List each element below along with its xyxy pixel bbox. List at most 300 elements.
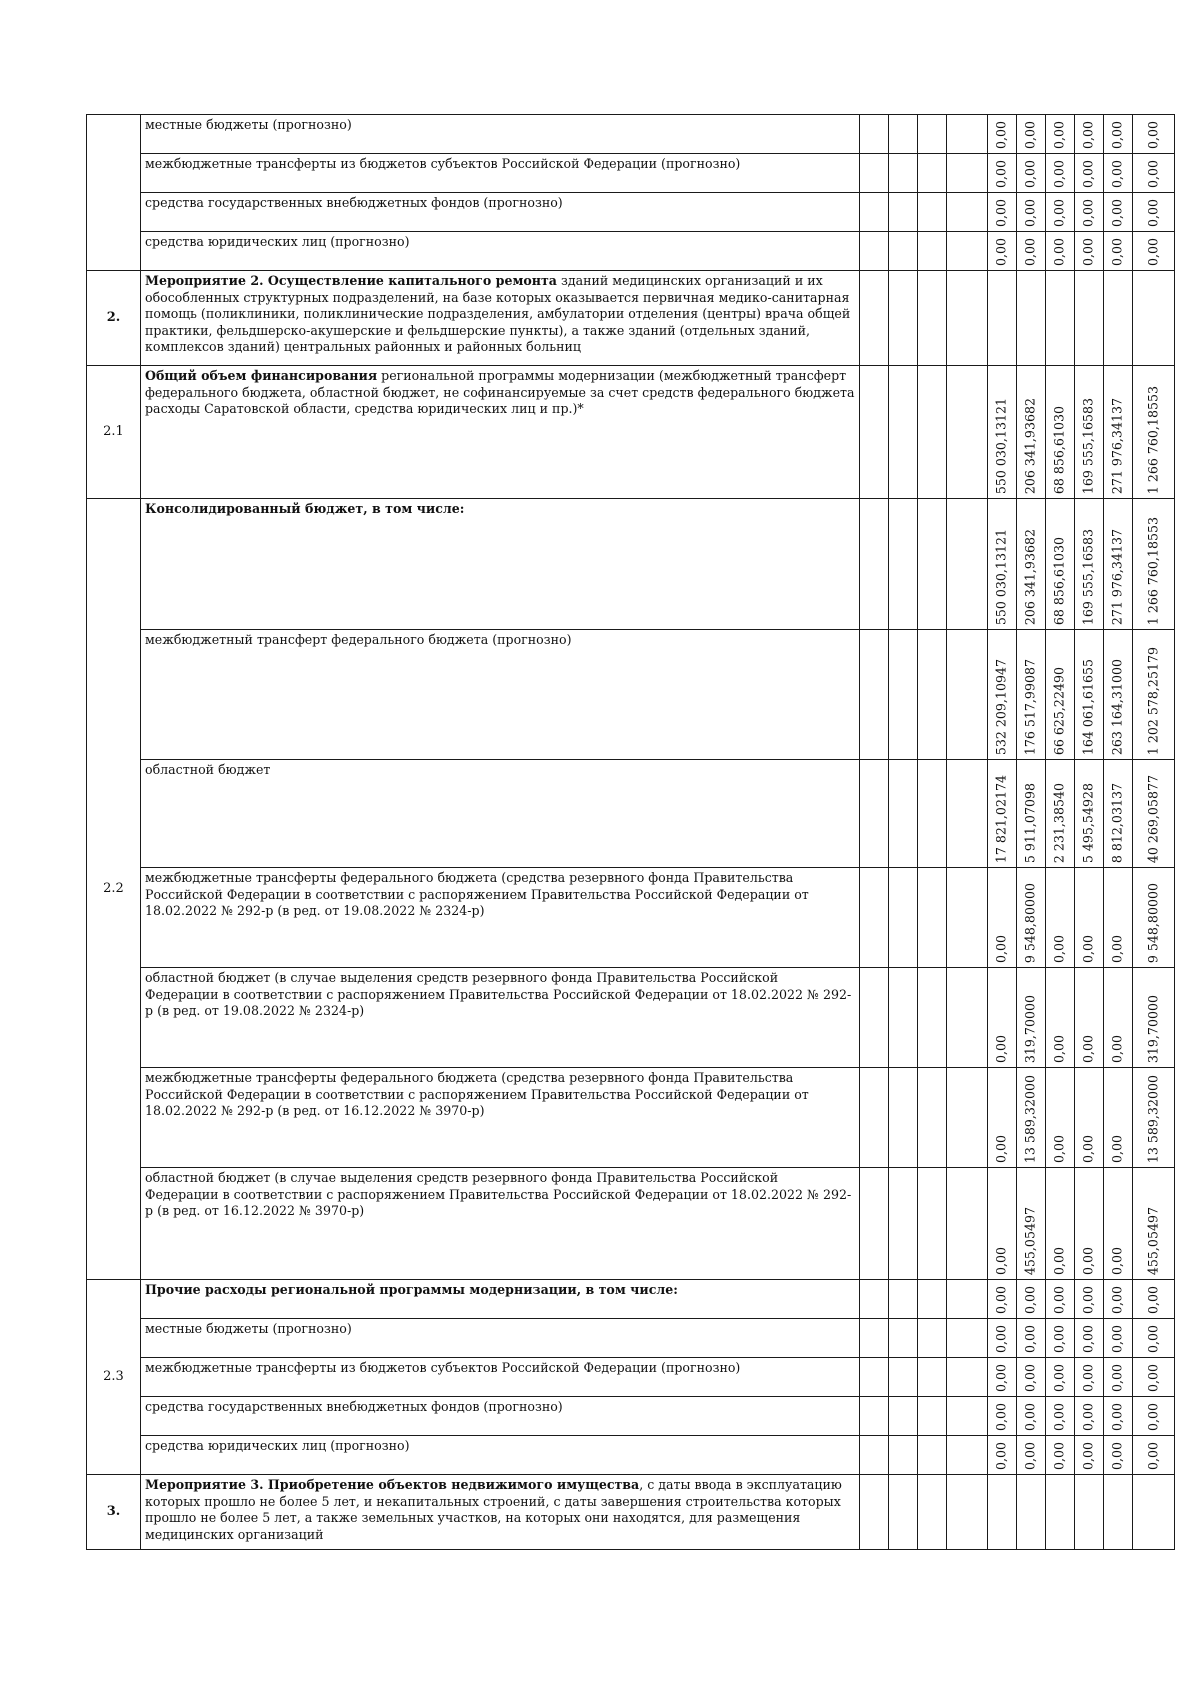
- value-text: 0,00: [1022, 1285, 1038, 1314]
- value-text: 0,00: [1109, 1402, 1125, 1431]
- value-cell: [1133, 193, 1175, 232]
- value-cell: [1075, 760, 1104, 868]
- value-cell: [1133, 232, 1175, 271]
- empty-cell: [918, 154, 947, 193]
- value-cell: [1046, 760, 1075, 868]
- value-cell: [1075, 499, 1104, 630]
- empty-cell: [918, 968, 947, 1068]
- value-cell: [988, 1319, 1017, 1358]
- empty-cell: [860, 499, 889, 630]
- empty-cell: [889, 1280, 918, 1319]
- value-cell: [1046, 1397, 1075, 1436]
- empty-cell: [947, 1475, 988, 1550]
- empty-cell: [860, 630, 889, 760]
- empty-cell: [889, 366, 918, 499]
- value-text: 8 812,03137: [1109, 782, 1125, 863]
- empty-cell: [889, 868, 918, 968]
- value-cell: [1046, 1280, 1075, 1319]
- empty-cell: [860, 193, 889, 232]
- value-cell: [1133, 499, 1175, 630]
- description-bold-text: Общий объем финансирования: [145, 368, 378, 383]
- value-cell: [1104, 630, 1133, 760]
- value-text: 0,00: [1080, 159, 1096, 188]
- value-cell: [1017, 1168, 1046, 1280]
- value-text: 1 266 760,18553: [1145, 516, 1161, 625]
- value-text: 271 976,34137: [1109, 397, 1125, 494]
- row-description: [141, 1358, 860, 1397]
- value-text: 263 164,31000: [1109, 658, 1125, 755]
- table-row: [87, 1319, 1175, 1358]
- value-cell: [1017, 1358, 1046, 1397]
- row-description: [141, 760, 860, 868]
- value-cell: [1104, 1475, 1133, 1550]
- value-text: 0,00: [1145, 1363, 1161, 1392]
- empty-cell: [860, 1068, 889, 1168]
- value-text: 0,00: [1022, 1363, 1038, 1392]
- value-cell: [1104, 1397, 1133, 1436]
- empty-cell: [947, 271, 988, 366]
- value-text: 66 625,22490: [1051, 666, 1067, 755]
- value-cell: [1075, 1397, 1104, 1436]
- value-text: 0,00: [1080, 1246, 1096, 1275]
- table-row: [87, 1280, 1175, 1319]
- value-text: 0,00: [1080, 934, 1096, 963]
- description-text: , с даты ввода в эксплуатацию которых прошло не более 5 лет, и некапитальных строений, с даты завершения строительства которых прошло не более 5 лет, а также земельных участков, на которых они находятся, для размещения медицинских организаций: [145, 1477, 842, 1542]
- empty-cell: [889, 271, 918, 366]
- empty-cell: [889, 1168, 918, 1280]
- table-row: [87, 232, 1175, 271]
- row-description: [141, 868, 860, 968]
- empty-cell: [947, 1280, 988, 1319]
- value-cell: [1104, 271, 1133, 366]
- value-text: 5 911,07098: [1022, 782, 1038, 863]
- value-text: 0,00: [1109, 1285, 1125, 1314]
- value-cell: [1017, 271, 1046, 366]
- row-number: 2.1: [87, 366, 141, 499]
- value-cell: [1017, 1436, 1046, 1475]
- value-cell: [1046, 968, 1075, 1068]
- value-text: 0,00: [1145, 120, 1161, 149]
- value-text: 0,00: [1080, 1402, 1096, 1431]
- row-number: 2.2: [87, 499, 141, 1280]
- empty-cell: [889, 760, 918, 868]
- value-text: 319,70000: [1145, 994, 1161, 1063]
- value-text: 0,00: [1051, 1441, 1067, 1470]
- value-text: 13 589,32000: [1145, 1074, 1161, 1163]
- value-cell: [1104, 193, 1133, 232]
- value-cell: [1133, 1397, 1175, 1436]
- description-text: зданий медицинских организаций и их обособленных структурных подразделений, на базе которых оказывается первичная медико-санитарная помощь (поликлиники, поликлинические подразделения, амбулатории отделения (центры) врача общей практики, фельдшерско-акушерские и фельдшерские пункты), а также зданий (отдельных зданий, комплексов зданий) центральных районных и районных больниц: [145, 273, 851, 355]
- value-cell: [1104, 868, 1133, 968]
- value-cell: [1133, 760, 1175, 868]
- value-cell: [1075, 1280, 1104, 1319]
- value-text: 0,00: [1080, 120, 1096, 149]
- value-cell: [1017, 1068, 1046, 1168]
- value-cell: [1046, 366, 1075, 499]
- value-text: 0,00: [993, 1324, 1009, 1353]
- description-text: местные бюджеты (прогнозно): [145, 117, 352, 132]
- value-text: 0,00: [1109, 1363, 1125, 1392]
- value-cell: [1017, 630, 1046, 760]
- row-description: [141, 1475, 860, 1550]
- value-text: 0,00: [1022, 198, 1038, 227]
- row-number: 2.3: [87, 1280, 141, 1475]
- value-text: 0,00: [993, 1363, 1009, 1392]
- empty-cell: [889, 630, 918, 760]
- value-cell: [1046, 1168, 1075, 1280]
- empty-cell: [860, 968, 889, 1068]
- value-text: 1 202 578,25179: [1145, 646, 1161, 755]
- table-row: [87, 968, 1175, 1068]
- value-text: 0,00: [1022, 1441, 1038, 1470]
- value-text: 550 030,13121: [993, 528, 1009, 625]
- row-description: [141, 366, 860, 499]
- table-row: [87, 868, 1175, 968]
- empty-cell: [918, 1280, 947, 1319]
- table-row: [87, 499, 1175, 630]
- value-cell: [1075, 193, 1104, 232]
- value-cell: [1017, 115, 1046, 154]
- description-text: областной бюджет (в случае выделения средств резервного фонда Правительства Российской Федерации в соответствии с распоряжением Правительства Российской Федерации от 18.02.2022 № 292-р (в ред. от 19.08.2022 № 2324-р): [145, 970, 852, 1019]
- value-text: 0,00: [1080, 1034, 1096, 1063]
- description-text: межбюджетные трансферты из бюджетов субъектов Российской Федерации (прогнозно): [145, 1360, 741, 1375]
- table-row: [87, 271, 1175, 366]
- value-text: 68 856,61030: [1051, 405, 1067, 494]
- row-description: [141, 1068, 860, 1168]
- empty-cell: [918, 1475, 947, 1550]
- empty-cell: [889, 1397, 918, 1436]
- value-text: 0,00: [1051, 1285, 1067, 1314]
- value-cell: [1104, 366, 1133, 499]
- description-text: межбюджетные трансферты федерального бюджета (средства резервного фонда Правительства Российской Федерации в соответствии с распоряжением Правительства Российской Федерации от 18.02.2022 № 292-р (в ред. от 19.08.2022 № 2324-р): [145, 870, 809, 919]
- empty-cell: [918, 1358, 947, 1397]
- value-cell: [1104, 760, 1133, 868]
- empty-cell: [947, 115, 988, 154]
- value-text: 0,00: [1109, 1246, 1125, 1275]
- empty-cell: [860, 154, 889, 193]
- value-cell: [988, 115, 1017, 154]
- empty-cell: [860, 1280, 889, 1319]
- value-text: 319,70000: [1022, 994, 1038, 1063]
- empty-cell: [918, 499, 947, 630]
- value-cell: [1104, 968, 1133, 1068]
- value-cell: [1075, 630, 1104, 760]
- value-cell: [1104, 1358, 1133, 1397]
- description-text: межбюджетные трансферты федерального бюджета (средства резервного фонда Правительства Российской Федерации в соответствии с распоряжением Правительства Российской Федерации от 18.02.2022 № 292-р (в ред. от 16.12.2022 № 3970-р): [145, 1070, 809, 1119]
- value-cell: [1017, 193, 1046, 232]
- value-text: 176 517,99087: [1022, 658, 1038, 755]
- empty-cell: [889, 1068, 918, 1168]
- value-text: 0,00: [993, 1134, 1009, 1163]
- value-text: 0,00: [1080, 1285, 1096, 1314]
- value-text: 0,00: [1145, 1324, 1161, 1353]
- value-text: 0,00: [1145, 198, 1161, 227]
- empty-cell: [947, 499, 988, 630]
- description-text: областной бюджет: [145, 762, 271, 777]
- description-text: межбюджетный трансферт федерального бюджета (прогнозно): [145, 632, 572, 647]
- empty-cell: [947, 232, 988, 271]
- empty-cell: [918, 1397, 947, 1436]
- description-bold-text: Мероприятие 2. Осуществление капитального ремонта: [145, 273, 557, 288]
- empty-cell: [947, 193, 988, 232]
- value-cell: [988, 868, 1017, 968]
- value-text: 9 548,80000: [1145, 882, 1161, 963]
- value-cell: [1104, 1168, 1133, 1280]
- row-description: [141, 1397, 860, 1436]
- value-text: 17 821,02174: [993, 774, 1009, 863]
- empty-cell: [947, 630, 988, 760]
- value-text: 0,00: [993, 159, 1009, 188]
- value-cell: [988, 499, 1017, 630]
- empty-cell: [947, 760, 988, 868]
- table-row: [87, 1358, 1175, 1397]
- value-text: 0,00: [1109, 120, 1125, 149]
- value-text: 0,00: [1145, 1285, 1161, 1314]
- value-cell: [1104, 499, 1133, 630]
- row-description: [141, 1319, 860, 1358]
- value-cell: [1133, 154, 1175, 193]
- value-cell: [1075, 1358, 1104, 1397]
- value-cell: [988, 968, 1017, 1068]
- empty-cell: [860, 366, 889, 499]
- row-number: [87, 115, 141, 271]
- description-text: средства юридических лиц (прогнозно): [145, 234, 410, 249]
- value-cell: [1046, 271, 1075, 366]
- empty-cell: [860, 1436, 889, 1475]
- value-text: 0,00: [1080, 237, 1096, 266]
- value-text: 455,05497: [1145, 1206, 1161, 1275]
- empty-cell: [889, 968, 918, 1068]
- value-cell: [1017, 1319, 1046, 1358]
- value-cell: [1075, 154, 1104, 193]
- empty-cell: [918, 1319, 947, 1358]
- description-text: средства государственных внебюджетных фондов (прогнозно): [145, 1399, 563, 1414]
- value-text: 0,00: [1051, 1134, 1067, 1163]
- value-cell: [1046, 1436, 1075, 1475]
- value-text: 0,00: [993, 120, 1009, 149]
- row-description: [141, 115, 860, 154]
- value-cell: [988, 1436, 1017, 1475]
- empty-cell: [918, 1168, 947, 1280]
- description-text: межбюджетные трансферты из бюджетов субъектов Российской Федерации (прогнозно): [145, 156, 741, 171]
- value-cell: [1133, 968, 1175, 1068]
- row-number: 2.: [87, 271, 141, 366]
- value-cell: [988, 1068, 1017, 1168]
- value-cell: [1104, 115, 1133, 154]
- table-row: [87, 366, 1175, 499]
- value-cell: [1104, 1436, 1133, 1475]
- value-text: 13 589,32000: [1022, 1074, 1038, 1163]
- value-cell: [1046, 154, 1075, 193]
- empty-cell: [889, 1436, 918, 1475]
- empty-cell: [860, 115, 889, 154]
- value-cell: [1075, 1068, 1104, 1168]
- value-text: 271 976,34137: [1109, 528, 1125, 625]
- row-description: [141, 232, 860, 271]
- empty-cell: [947, 1068, 988, 1168]
- value-cell: [1133, 271, 1175, 366]
- description-text: областной бюджет (в случае выделения средств резервного фонда Правительства Российской Федерации в соответствии с распоряжением Правительства Российской Федерации от 18.02.2022 № 292-р (в ред. от 16.12.2022 № 3970-р): [145, 1170, 852, 1219]
- value-cell: [1133, 366, 1175, 499]
- empty-cell: [947, 366, 988, 499]
- value-cell: [988, 760, 1017, 868]
- value-text: 0,00: [1145, 237, 1161, 266]
- value-text: 0,00: [1109, 1441, 1125, 1470]
- row-description: [141, 154, 860, 193]
- value-cell: [1017, 499, 1046, 630]
- value-text: 0,00: [1109, 237, 1125, 266]
- value-cell: [1133, 630, 1175, 760]
- table-row: [87, 193, 1175, 232]
- description-text: средства государственных внебюджетных фондов (прогнозно): [145, 195, 563, 210]
- table-row: [87, 630, 1175, 760]
- value-cell: [988, 1397, 1017, 1436]
- value-cell: [1046, 115, 1075, 154]
- table-row: [87, 154, 1175, 193]
- value-text: 532 209,10947: [993, 658, 1009, 755]
- value-text: 0,00: [1051, 120, 1067, 149]
- value-cell: [988, 193, 1017, 232]
- empty-cell: [860, 868, 889, 968]
- value-text: 40 269,05877: [1145, 774, 1161, 863]
- value-cell: [1017, 968, 1046, 1068]
- row-description: [141, 1280, 860, 1319]
- row-description: [141, 968, 860, 1068]
- empty-cell: [918, 630, 947, 760]
- value-cell: [1133, 868, 1175, 968]
- value-text: 0,00: [1080, 1441, 1096, 1470]
- value-cell: [988, 1358, 1017, 1397]
- empty-cell: [860, 271, 889, 366]
- empty-cell: [889, 1358, 918, 1397]
- empty-cell: [918, 868, 947, 968]
- empty-cell: [918, 115, 947, 154]
- value-text: 68 856,61030: [1051, 536, 1067, 625]
- value-cell: [1104, 1068, 1133, 1168]
- value-cell: [1075, 868, 1104, 968]
- value-text: 0,00: [1051, 934, 1067, 963]
- value-cell: [988, 1168, 1017, 1280]
- value-cell: [988, 154, 1017, 193]
- financing-table: [86, 114, 1175, 1550]
- table-row: [87, 1068, 1175, 1168]
- value-text: 0,00: [1051, 1324, 1067, 1353]
- value-text: 0,00: [993, 1034, 1009, 1063]
- value-text: 0,00: [993, 1246, 1009, 1275]
- value-cell: [1046, 1475, 1075, 1550]
- empty-cell: [947, 154, 988, 193]
- value-text: 0,00: [1051, 1034, 1067, 1063]
- row-description: [141, 271, 860, 366]
- value-text: 0,00: [1022, 120, 1038, 149]
- empty-cell: [918, 232, 947, 271]
- value-text: 550 030,13121: [993, 397, 1009, 494]
- value-cell: [1075, 232, 1104, 271]
- empty-cell: [889, 193, 918, 232]
- value-cell: [1046, 1358, 1075, 1397]
- value-text: 0,00: [1051, 198, 1067, 227]
- value-cell: [1104, 232, 1133, 271]
- empty-cell: [918, 193, 947, 232]
- value-cell: [988, 271, 1017, 366]
- value-cell: [1133, 1358, 1175, 1397]
- value-cell: [1046, 193, 1075, 232]
- table-row: [87, 1475, 1175, 1550]
- value-cell: [1075, 1475, 1104, 1550]
- value-text: 0,00: [1080, 1134, 1096, 1163]
- description-bold-text: Консолидированный бюджет, в том числе:: [145, 501, 465, 516]
- description-text: региональной программы модернизации (межбюджетный трансферт федерального бюджета, областной бюджет, не софинансируемые за счет средств федерального бюджета расходы Саратовской области, средства юридических лиц и пр.)*: [145, 368, 855, 417]
- value-cell: [1133, 1168, 1175, 1280]
- value-text: 0,00: [1051, 1363, 1067, 1392]
- value-cell: [1104, 1319, 1133, 1358]
- empty-cell: [860, 1475, 889, 1550]
- value-text: 0,00: [1109, 159, 1125, 188]
- value-cell: [1017, 232, 1046, 271]
- empty-cell: [889, 1475, 918, 1550]
- value-text: 0,00: [1080, 1324, 1096, 1353]
- value-text: 0,00: [993, 934, 1009, 963]
- empty-cell: [860, 760, 889, 868]
- value-text: 0,00: [1080, 198, 1096, 227]
- value-text: 0,00: [1080, 1363, 1096, 1392]
- row-description: [141, 1168, 860, 1280]
- value-text: 5 495,54928: [1080, 782, 1096, 863]
- empty-cell: [889, 154, 918, 193]
- value-text: 169 555,16583: [1080, 397, 1096, 494]
- value-text: 9 548,80000: [1022, 882, 1038, 963]
- empty-cell: [889, 1319, 918, 1358]
- value-text: 164 061,61655: [1080, 658, 1096, 755]
- value-text: 0,00: [1051, 1246, 1067, 1275]
- value-text: 0,00: [1109, 934, 1125, 963]
- empty-cell: [889, 499, 918, 630]
- empty-cell: [860, 1319, 889, 1358]
- empty-cell: [918, 366, 947, 499]
- description-bold-text: Прочие расходы региональной программы модернизации, в том числе:: [145, 1282, 678, 1297]
- value-text: 0,00: [1109, 1034, 1125, 1063]
- value-text: 0,00: [993, 237, 1009, 266]
- value-cell: [1075, 1319, 1104, 1358]
- empty-cell: [947, 868, 988, 968]
- empty-cell: [947, 1319, 988, 1358]
- value-cell: [1075, 366, 1104, 499]
- empty-cell: [947, 1358, 988, 1397]
- value-cell: [1046, 630, 1075, 760]
- empty-cell: [860, 1358, 889, 1397]
- value-text: 0,00: [1109, 198, 1125, 227]
- description-bold-text: Мероприятие 3. Приобретение объектов недвижимого имущества: [145, 1477, 640, 1492]
- value-cell: [1046, 868, 1075, 968]
- value-text: 0,00: [1145, 1402, 1161, 1431]
- value-cell: [1133, 1475, 1175, 1550]
- empty-cell: [860, 1168, 889, 1280]
- value-text: 0,00: [1145, 1441, 1161, 1470]
- value-text: 206 341,93682: [1022, 528, 1038, 625]
- empty-cell: [889, 232, 918, 271]
- empty-cell: [860, 1397, 889, 1436]
- value-text: 0,00: [1051, 159, 1067, 188]
- value-cell: [988, 1475, 1017, 1550]
- value-cell: [1017, 1397, 1046, 1436]
- value-text: 0,00: [1022, 1402, 1038, 1431]
- value-cell: [1046, 499, 1075, 630]
- value-cell: [988, 232, 1017, 271]
- row-description: [141, 1436, 860, 1475]
- value-cell: [1133, 115, 1175, 154]
- empty-cell: [889, 115, 918, 154]
- table-row: [87, 115, 1175, 154]
